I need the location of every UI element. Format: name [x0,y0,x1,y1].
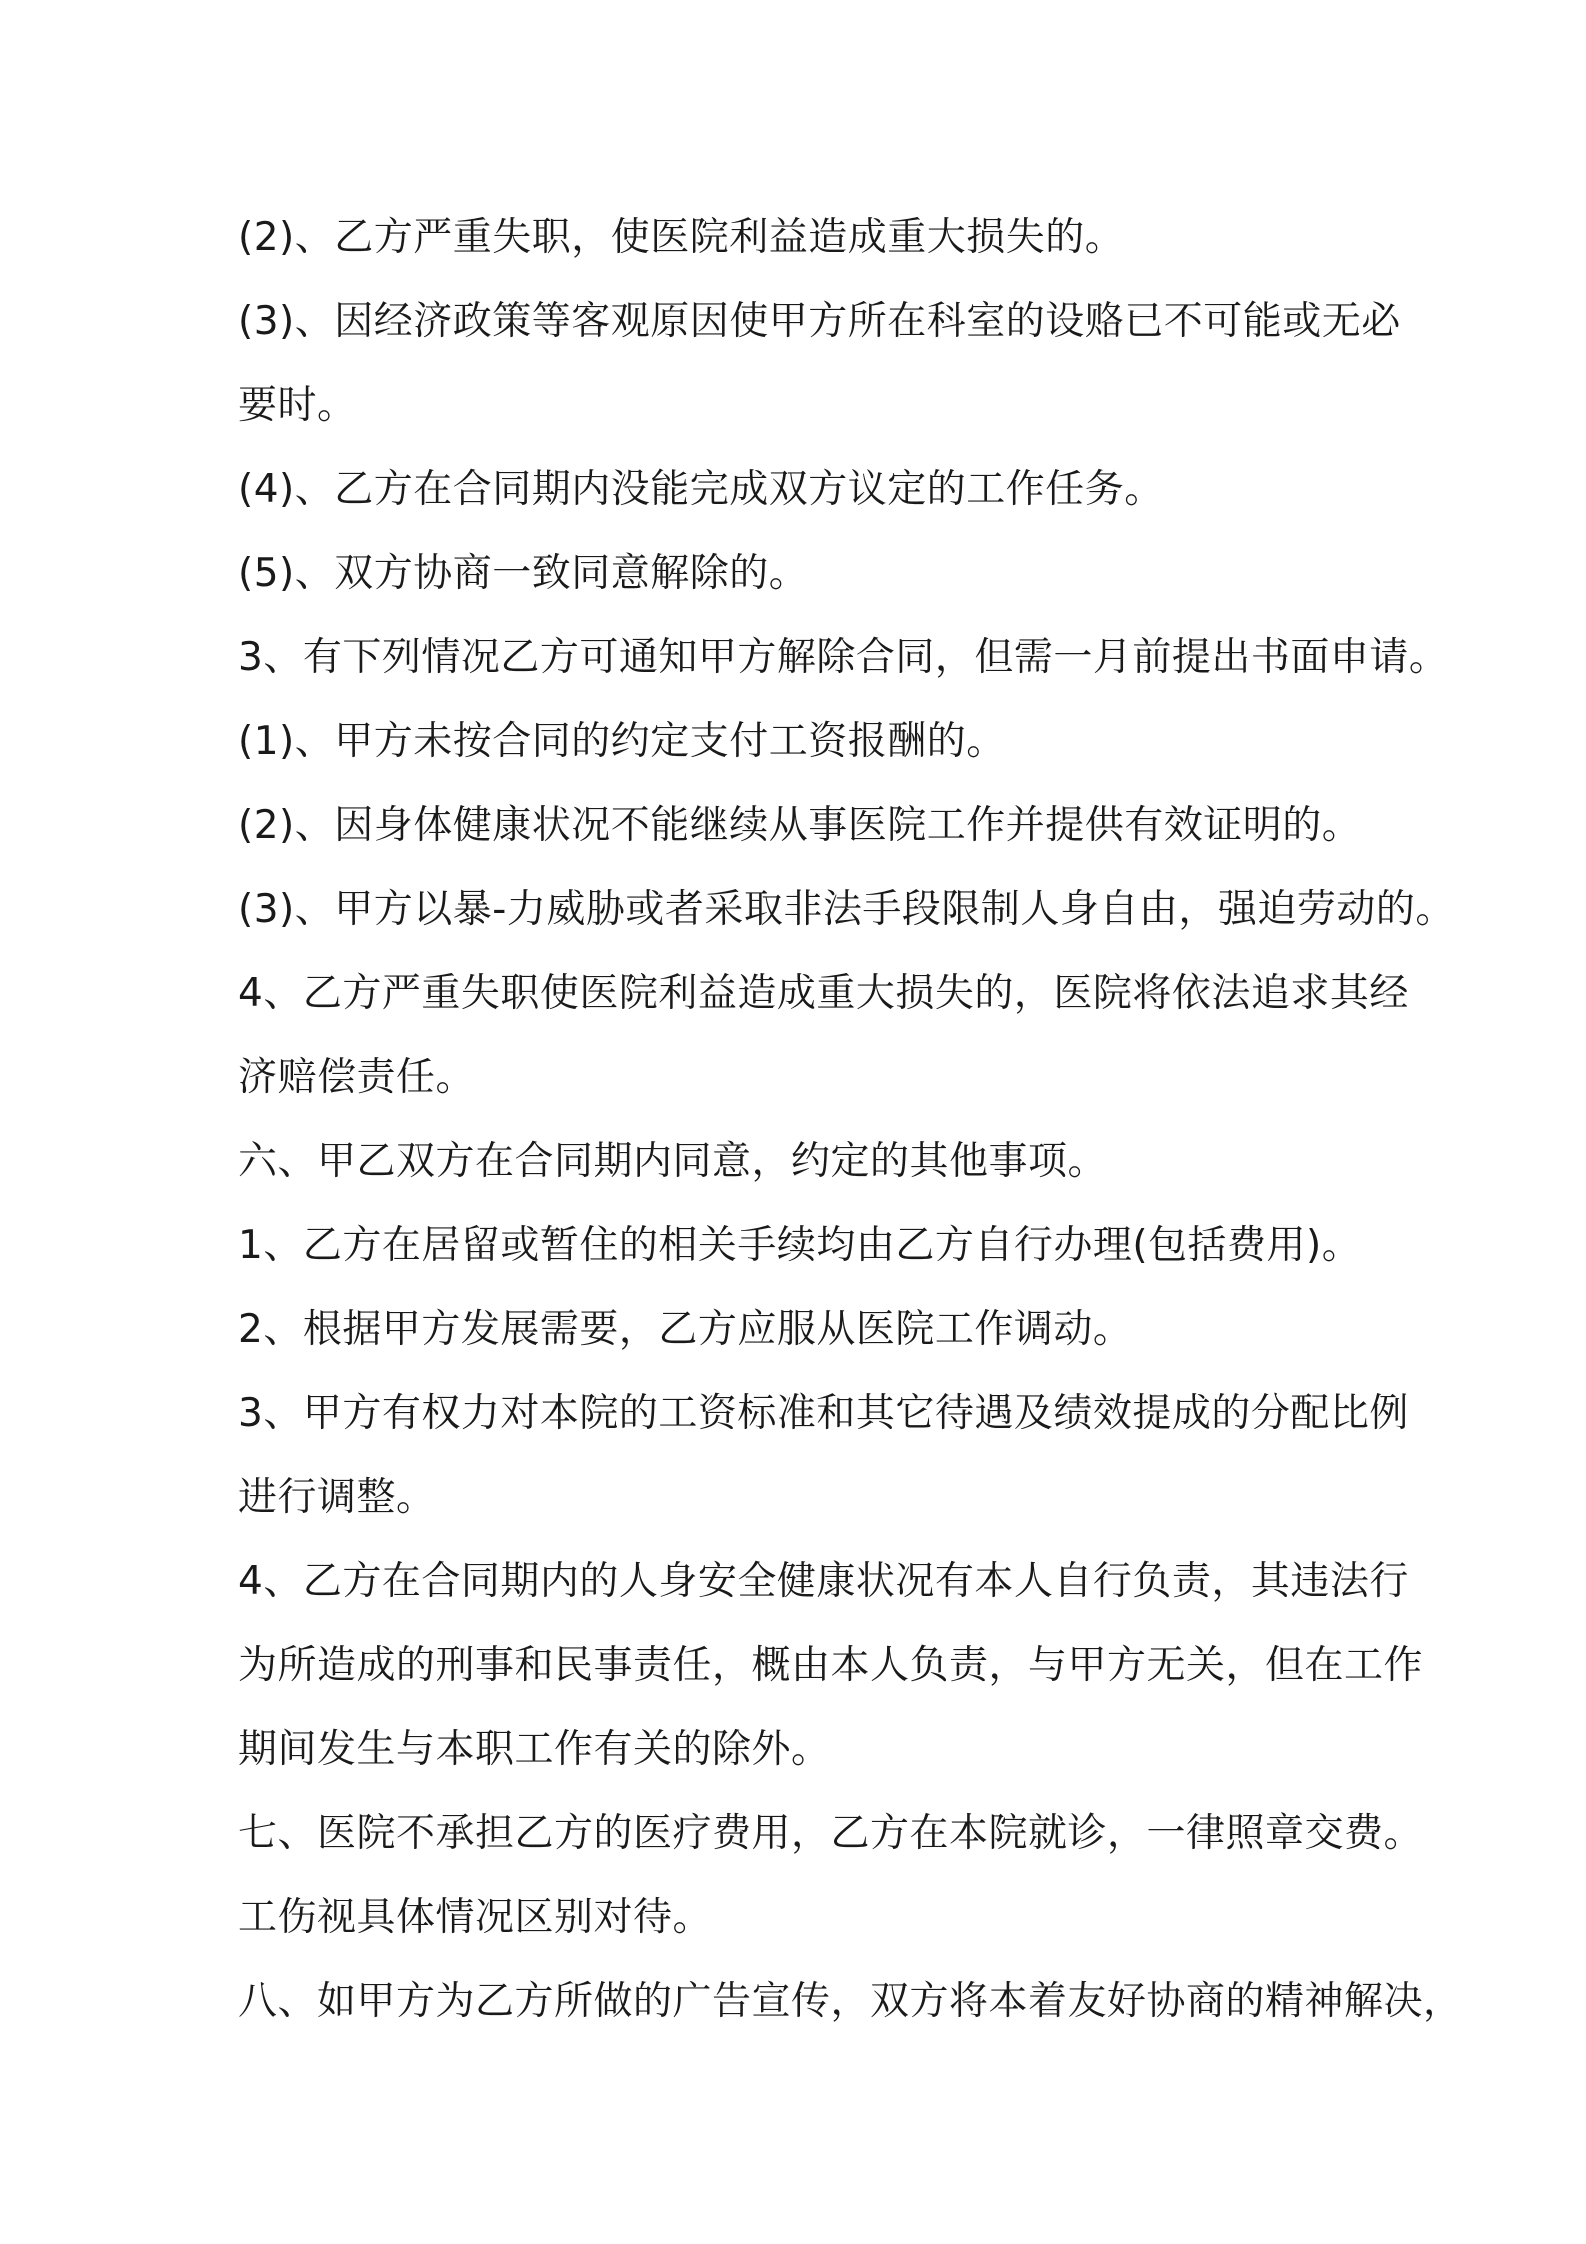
text-line: 八、如甲方为乙方所做的广告宣传，双方将本着友好协商的精神解决， [238,1979,1463,2024]
text-line: 为所造成的刑事和民事责任，概由本人负责，与甲方无关，但在工作 [238,1643,1424,1688]
text-line: 工伤视具体情况区别对待。 [238,1895,713,1940]
text-line: (1)、甲方未按合同的约定支付工资报酬的。 [238,719,1006,764]
text-line: (3)、因经济政策等客观原因使甲方所在科室的设赂已不可能或无必 [238,299,1401,344]
text-line: (2)、因身体健康状况不能继续从事医院工作并提供有效证明的。 [238,803,1362,848]
text-line: 进行调整。 [238,1475,436,1520]
text-line: 六、甲乙双方在合同期内同意，约定的其他事项。 [238,1139,1108,1184]
text-line: 3、有下列情况乙方可通知甲方解除合同，但需一月前提出书面申请。 [238,635,1449,680]
text-line: 七、医院不承担乙方的医疗费用，乙方在本院就诊，一律照章交费。 [238,1811,1424,1856]
text-line: 4、乙方严重失职使医院利益造成重大损失的，医院将依法追求其经 [238,971,1409,1016]
text-line: 4、乙方在合同期内的人身安全健康状况有本人自行负责，其违法行 [238,1559,1409,1604]
text-line: (5)、双方协商一致同意解除的。 [238,551,809,596]
text-line: 要时。 [238,383,357,428]
text-line: 期间发生与本职工作有关的除外。 [238,1727,831,1772]
text-line: (2)、乙方严重失职，使医院利益造成重大损失的。 [238,215,1125,260]
text-line: (3)、甲方以暴-力威胁或者采取非法手段限制人身自由，强迫劳动的。 [238,887,1455,932]
document-body [238,196,1463,2044]
text-line: 2、根据甲方发展需要，乙方应服从医院工作调动。 [238,1307,1133,1352]
text-line: (4)、乙方在合同期内没能完成双方议定的工作任务。 [238,467,1164,512]
text-line: 1、乙方在居留或暂住的相关手续均由乙方自行办理(包括费用)。 [238,1223,1362,1268]
text-line: 3、甲方有权力对本院的工资标准和其它待遇及绩效提成的分配比例 [238,1391,1409,1436]
text-line: 济赔偿责任。 [238,1055,476,1100]
